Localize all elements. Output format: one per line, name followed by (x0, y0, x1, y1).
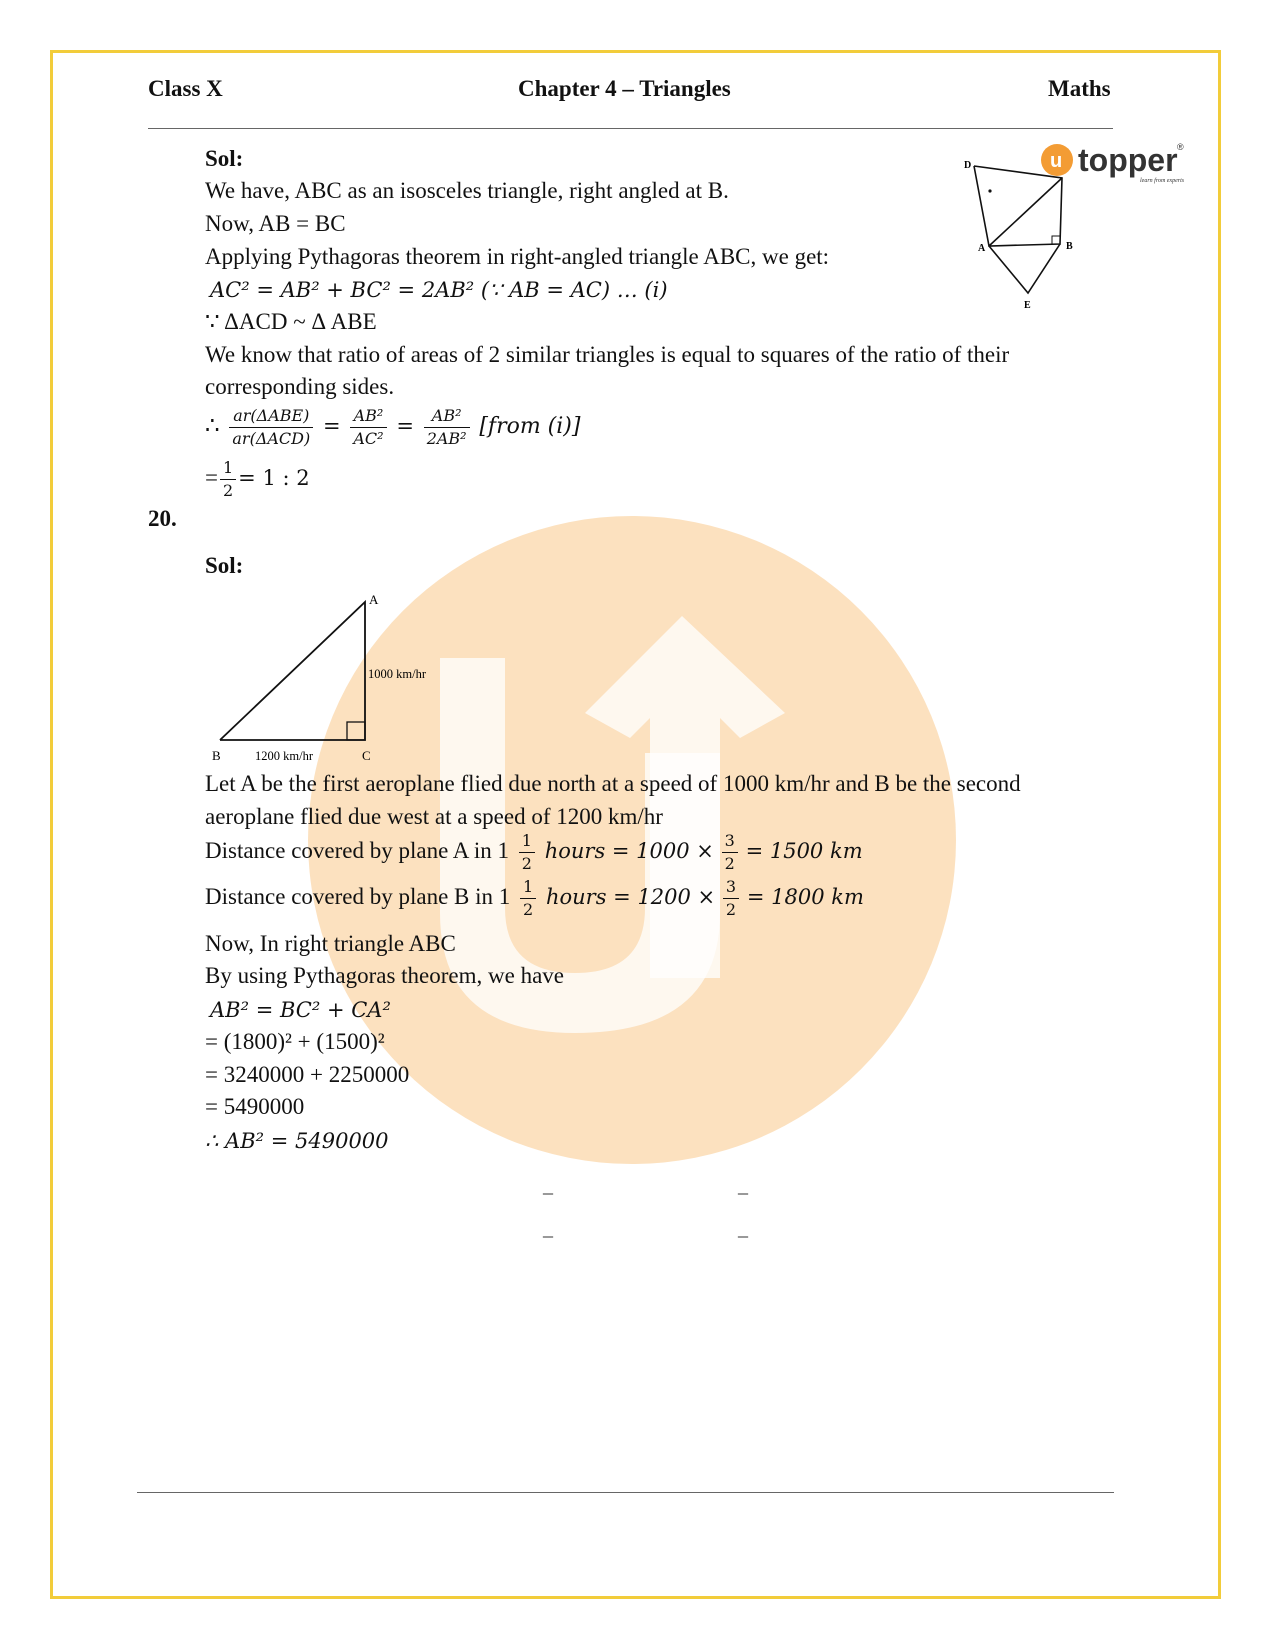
fraction-three-halves: $\frac{3}{2}$ (723, 876, 739, 921)
label-a: A (369, 592, 379, 607)
distance-a-expression: hours = 1000 × (544, 838, 714, 863)
q19-ratio-equation (205, 405, 580, 450)
distance-b-result: = 1800 km (746, 884, 864, 909)
fraction-three-halves: $\frac{3}{2}$ (722, 830, 738, 875)
logo-text: topper (1078, 142, 1178, 178)
q20-final-result: ∴ AB² = 5490000 (205, 1129, 389, 1153)
stray-mark: _ (738, 1218, 748, 1240)
equals-sign: = (323, 413, 341, 438)
q19-line-2: Now, AB = BC (205, 211, 346, 236)
q20-distance-a (205, 830, 863, 875)
q20-line-1: Let A be the first aeroplane flied due north at a speed of 1000 km/hr and B be the second (205, 771, 1021, 796)
q19-equation-1: AC² = AB² + BC² = 2AB² (∵ AB = AC) … (i) (210, 278, 668, 302)
from-reference: [from (i)] (479, 413, 581, 439)
fraction-one-half: $\frac{1}{2}$ (520, 876, 536, 921)
q20-distance-b (205, 876, 864, 921)
logo-registered-mark: ® (1177, 142, 1184, 152)
stray-mark: _ (738, 1175, 748, 1197)
fraction-ab-ac: $\frac{\text{AB²}}{\text{AC²}}$ (350, 405, 386, 450)
q19-line-6: We know that ratio of areas of 2 similar triangles is equal to squares of the ratio of their (205, 342, 1010, 367)
label-c: C (362, 748, 371, 763)
q20-line-4: By using Pythagoras theorem, we have (205, 963, 564, 988)
q20-sol-label: Sol: (205, 553, 244, 578)
distance-b-expression: hours = 1200 × (545, 884, 716, 909)
q19-line-1: We have, ABC as an isosceles triangle, right angled at B. (205, 178, 729, 203)
equals-sign: = (205, 464, 218, 490)
q19-result (205, 457, 310, 502)
logo-tagline: learn from experts (1140, 178, 1185, 184)
q20-equation-3: = 3240000 + 2250000 (205, 1062, 410, 1087)
distance-a-text: Distance covered by plane A in 1 (205, 837, 510, 863)
q19-line-7: corresponding sides. (205, 374, 395, 399)
label-e: E (1024, 300, 1031, 308)
q20-line-3: Now, In right triangle ABC (205, 931, 456, 956)
distance-a-result: = 1500 km (745, 838, 863, 863)
question-number-20: 20. (148, 506, 177, 531)
label-a: A (978, 243, 986, 254)
fraction-ab-2ab: $\frac{\text{AB²}}{\text{2AB²}}$ (424, 405, 470, 450)
q19-figure (962, 158, 1087, 308)
ratio-result: = 1 : 2 (238, 465, 310, 490)
q19-line-3: Applying Pythagoras theorem in right-angled triangle ABC, we get: (205, 244, 830, 269)
header-class: Class X (148, 76, 223, 101)
label-b: B (212, 748, 221, 763)
stray-mark: _ (543, 1218, 553, 1240)
label-vertical-speed: 1000 km/hr (368, 667, 426, 681)
header-rule (148, 128, 1113, 129)
header-subject: Maths (1048, 76, 1111, 101)
fraction-ar-ratio: $\frac{\text{ar(ΔABE)}}{\text{ar(ΔACD)}}$ (229, 405, 313, 450)
q20-equation-4: = 5490000 (205, 1094, 305, 1119)
q20-equation-1: AB² = BC² + CA² (210, 998, 391, 1022)
logo-badge: u (1050, 150, 1063, 172)
equals-sign: = (396, 413, 414, 438)
therefore-symbol: ∴ (205, 412, 220, 438)
q19-sol-label: Sol: (205, 146, 244, 171)
distance-b-text: Distance covered by plane B in 1 (205, 883, 511, 909)
label-d: D (964, 160, 972, 171)
q20-figure (200, 590, 450, 765)
header-chapter: Chapter 4 – Triangles (518, 76, 731, 101)
footer-rule (137, 1492, 1114, 1493)
q20-line-2: aeroplane flied due west at a speed of 1200 km/hr (205, 804, 663, 829)
fraction-one-half: $\frac{1}{2}$ (519, 830, 535, 875)
label-horizontal-speed: 1200 km/hr (255, 749, 313, 763)
label-b: B (1066, 241, 1073, 252)
fraction-one-half: $\frac{1}{2}$ (220, 457, 236, 502)
q19-similarity: ∵ ΔACD ~ Δ ABE (205, 309, 377, 334)
q20-equation-2: = (1800)² + (1500)² (205, 1029, 385, 1054)
stray-mark: _ (543, 1175, 553, 1197)
